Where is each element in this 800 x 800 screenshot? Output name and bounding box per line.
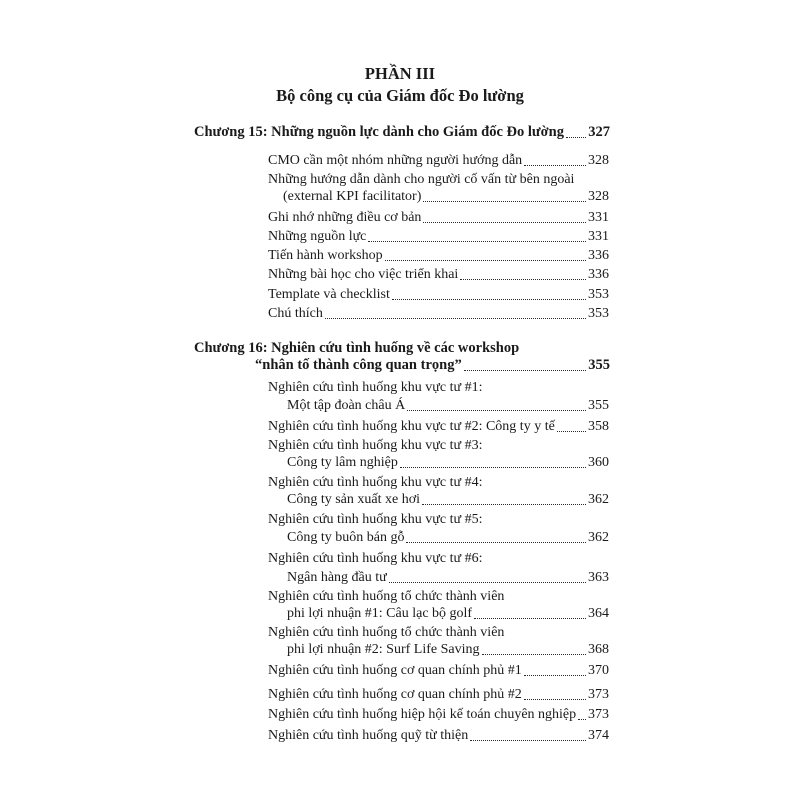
chapter-16-title-line1: Chương 16: Nghiên cứu tình huống về các workshop [194,340,520,356]
toc-entry: Nghiên cứu tình huống khu vực tư #2: Công ty y tế 358 [268,419,609,434]
toc-entry: Nghiên cứu tình huống quỹ từ thiện 374 [268,728,609,743]
toc-entry: Nghiên cứu tình huống cơ quan chính phủ #1 370 [268,663,609,678]
toc-entry: phi lợi nhuận #1: Câu lạc bộ golf 364 [287,606,609,621]
chapter-title: “nhân tố thành công quan trọng” [255,357,462,373]
toc-entry: (external KPI facilitator) 328 [283,189,609,204]
toc-entry-line1: Nghiên cứu tình huống khu vực tư #6: [268,551,483,566]
toc-entry: Template và checklist 353 [268,287,609,302]
chapter-15-heading [194,124,610,141]
toc-entry: Công ty sản xuất xe hơi 362 [287,492,609,507]
toc-entry: Công ty lâm nghiệp 360 [287,455,609,470]
toc-entry: CMO cần một nhóm những người hướng dẫn 328 [268,153,609,168]
toc-entry: Những nguồn lực 331 [268,229,609,244]
page-number: 355 [588,357,610,373]
leader-dots [566,136,586,138]
toc-entry-line1: Nghiên cứu tình huống tổ chức thành viên [268,625,505,640]
leader-dots [464,369,587,371]
toc-entry: Những bài học cho việc triển khai 336 [268,267,609,282]
chapter-title: Chương 15: Những nguồn lực dành cho Giám đốc Đo lường [194,124,564,140]
toc-entry-line1: Nghiên cứu tình huống khu vực tư #1: [268,380,483,395]
toc-entry: Công ty buôn bán gỗ 362 [287,530,609,545]
toc-entry: Nghiên cứu tình huống cơ quan chính phủ #2 373 [268,687,609,702]
toc-entry: phi lợi nhuận #2: Surf Life Saving 368 [287,642,609,657]
toc-entry: Chú thích 353 [268,306,609,321]
toc-entry: Ngân hàng đầu tư 363 [287,570,609,585]
part-title: PHẦN III [364,64,436,83]
toc-entry-line1: Những hướng dẫn dành cho người cố vấn từ bên ngoài [268,172,575,187]
toc-entry-line1: Nghiên cứu tình huống khu vực tư #4: [268,475,483,490]
toc-entry-line1: Nghiên cứu tình huống khu vực tư #3: [268,438,483,453]
part-subtitle: Bộ công cụ của Giám đốc Đo lường [276,86,524,105]
toc-entry: Nghiên cứu tình huống hiệp hội kế toán chuyên nghiệp 373 [268,707,609,722]
page-number: 327 [588,124,610,140]
toc-entry-line1: Nghiên cứu tình huống tổ chức thành viên [268,589,505,604]
toc-entry: Ghi nhớ những điều cơ bản 331 [268,210,609,225]
toc-entry-line1: Nghiên cứu tình huống khu vực tư #5: [268,512,483,527]
chapter-16-heading [255,357,610,374]
toc-entry: Một tập đoàn châu Á 355 [287,398,609,413]
toc-entry: Tiến hành workshop 336 [268,248,609,263]
